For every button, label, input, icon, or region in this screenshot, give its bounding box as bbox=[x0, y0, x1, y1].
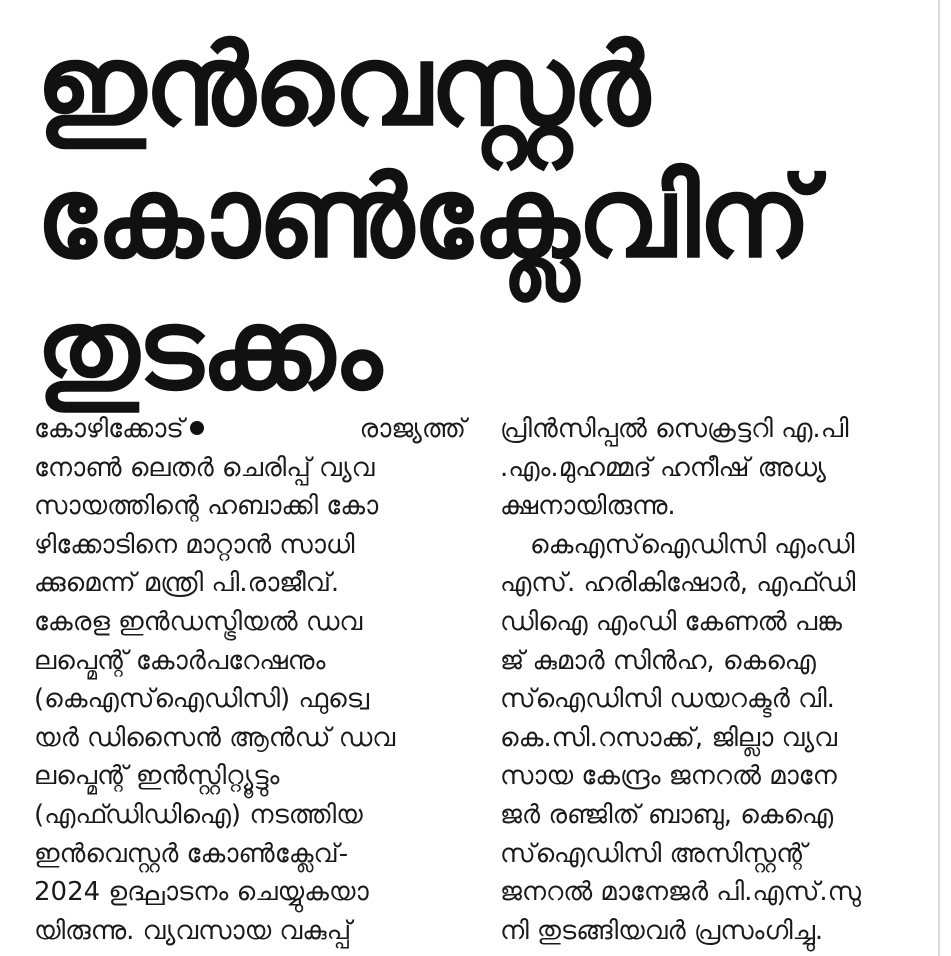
clipping-edge-rule bbox=[938, 0, 940, 956]
body-line: സ്ഐഡിസി അസിസ്റ്റന്റ് bbox=[500, 838, 807, 869]
dateline: കോഴിക്കോട് bbox=[34, 414, 184, 444]
body-line: ഴിക്കോടിനെ മാറ്റാൻ സാധി bbox=[34, 529, 355, 560]
body-line: ജ് കുമാർ സിൻഹ, കെഐ bbox=[500, 645, 816, 676]
body-line: സായത്തിന്റെ ഹബാക്കി കോ bbox=[34, 491, 379, 522]
body-line: എസ്. ഹരികിഷോർ, എഫ്ഡി bbox=[500, 568, 856, 599]
column-gutter bbox=[482, 410, 483, 940]
body-line: ക്കുമെന്ന് മന്ത്രി പി.രാജീവ്. bbox=[34, 568, 340, 599]
body-line: ക്ഷനായിരുന്നു. bbox=[500, 491, 676, 522]
body-line: നി തുടങ്ങിയവർ പ്രസംഗിച്ചു. bbox=[500, 915, 824, 946]
headline-line-3: തുടക്കം bbox=[36, 285, 380, 415]
headline-line-2: കോൺക്ലേവിന് bbox=[36, 153, 810, 283]
body-line: ഡിഐ എംഡി കേണൽ പങ്ക bbox=[500, 606, 842, 637]
dateline-bullet-icon bbox=[190, 421, 204, 435]
dateline-row bbox=[34, 410, 466, 449]
body-line: ഇൻവെസ്റ്റർ കോൺക്ലേവ്- bbox=[34, 838, 349, 869]
body-line: ജനറൽ മാനേജർ പി.എസ്.സു bbox=[500, 877, 861, 908]
body-line: കേരള ഇൻഡസ്ട്രിയൽ ഡവ bbox=[34, 606, 363, 637]
body-line: നോൺ ലെതർ ചെരിപ്പ് വ്യവ bbox=[34, 452, 375, 483]
article-column-right bbox=[500, 410, 918, 950]
body-line: ലപ്മെന്റ് കോർപറേഷനും bbox=[34, 645, 326, 676]
body-line: യർ ഡിസൈൻ ആൻഡ് ഡവ bbox=[34, 722, 396, 753]
body-line: സായ കേന്ദ്രം ജനറൽ മാനേ bbox=[500, 761, 837, 792]
body-line: കെ.സി.റസാക്ക്, ജില്ലാ വ്യവ bbox=[500, 722, 837, 753]
body-line: പ്രിൻസിപ്പൽ സെക്രട്ടറി എ.പി bbox=[500, 414, 849, 444]
body-line: .എം.മുഹമ്മദ് ഹനീഷ് അധ്യ bbox=[500, 452, 826, 483]
body-line: കെഎസ്ഐഡിസി എംഡി bbox=[530, 529, 855, 560]
headline bbox=[36, 20, 916, 416]
body-line: (എഫ്ഡിഡിഐ) നടത്തിയ bbox=[34, 799, 363, 830]
body-line: 2024 ഉദ്ഘാടനം ചെയ്യുകയാ bbox=[34, 877, 369, 908]
headline-line-1: ഇൻവെസ്റ്റർ bbox=[36, 21, 648, 151]
body-line: ജർ രഞ്ജിത് ബാബു, കെഐ bbox=[500, 799, 834, 830]
first-word: രാജ്യത്ത് bbox=[359, 414, 466, 444]
paragraph-1 bbox=[500, 410, 918, 526]
article-column-left bbox=[34, 410, 466, 950]
paragraph-2 bbox=[500, 526, 918, 951]
body-line: സ്ഐഡിസി ഡയറക്ടർ വി. bbox=[500, 684, 835, 715]
body-line: ലപ്മെന്റ് ഇൻസ്റ്റിറ്റ്യൂട്ടും bbox=[34, 761, 280, 792]
body-line: (കെഎസ്ഐഡിസി) ഫുട്വെ bbox=[34, 684, 369, 715]
body-line: യിരുന്നു. വ്യവസായ വകുപ്പ് bbox=[34, 915, 352, 946]
